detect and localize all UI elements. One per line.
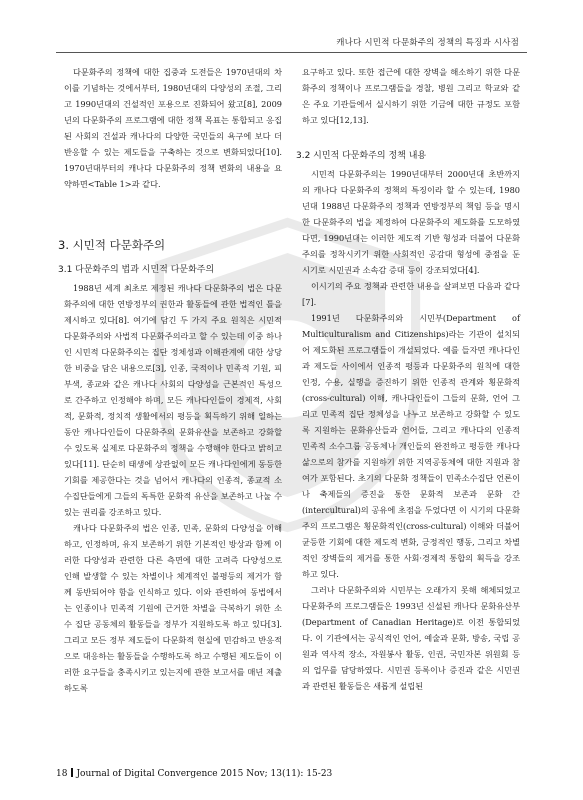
body-paragraph: 시민적 다문화주의는 1990년대부터 2000년대 초반까지의 캐나다 다문화주의 정책의 특징이라 할 수 있는데, 1980년대 1988년 다문화주의 정책과 연방정부의 책임 등을 명시한 다문화주의 법을 제정하여 다문화주의 제도화를 도모하였다면, 1990년대는 이러한 제도적 기반 형성과 더불어 다문화주의를 정착시키기 위한 사회적인 공감대 형성에 중점을 둔 시기로 시민권과 소속감 증대 등이 강조되었다[4]. [302,169,520,275]
page-footer [56,768,332,779]
body-paragraph: 요구하고 있다. 또한 접근에 대한 장벽을 해소하기 위한 다문화주의 정책이나 프로그램들을 경찰, 병원 그리고 학교와 같은 주요 기관들에서 실시하기 위한 기금에 대한 규정도 포함하고 있다[12,13]. [302,67,520,125]
body-paragraph: 그러나 다문화주의와 시민부는 오래가지 못해 해체되었고 다문화주의 프로그램들은 1993년 신설된 캐나다 문화유산부(Department of Canadian Heritage)로 이전 통합되었다. 이 기관에서는 공식적인 언어, 예술과 문화, 방송, 국립 공원과 역사적 장소, 자원봉사 활동, 인권, 국민자본 위원회 등의 업무를 담당하였다. 시민권 등록이나 증진과 같은 시민권과 관련된 활동들은 새롭게 설립된 [302,585,520,691]
right-column [296,64,520,694]
subsection-title: 3.2 시민적 다문화주의 정책 내용 [296,151,427,161]
left-column [58,64,282,696]
subsection-title: 3.1 다문화주의 법과 시민적 다문화주의 [58,265,215,275]
running-header: 캐나다 시민적 다문화주의 정책의 특징과 시사점 [336,38,519,48]
body-paragraph: 이시기의 주요 정책과 관련한 내용을 살펴보면 다음과 같다[7]. [302,281,520,307]
journal-citation: Journal of Digital Convergence 2015 Nov; 13(11): 15-23 [76,769,333,779]
section-title: 3. 시민적 다문화주의 [58,238,166,252]
footer-bar [71,768,73,777]
body-paragraph: 1988년 세계 최초로 제정된 캐나다 다문화주의 법은 다문화주의에 대한 연방정부의 권한과 활동들에 관한 법적인 틀을 제시하고 있다[8]. 여기에 담긴 두 가지 주요 원칙은 시민적 다문화주의와 사법적 다문화주의라고 할 수 있는데 이중 하나인 시민적 다문화주의는 집단 정체성과 이해관계에 대한 상당한 비중을 담은 내용으로[3], 인종, 국적이나 민족적 기원, 피부색, 종교와 같은 캐나다 사회의 다양성을 근본적인 특성으로 간주하고 인정해야 하며, 모든 캐나다인들이 경제적, 사회적, 문화적, 정치적 생활에서의 평등을 획득하기 위해 일하는 동안 캐나다인들이 다문화주의 문화유산을 보존하고 강화할 수 있도록 실제로 다문화주의 정책을 수행해야 한다고 밝히고 있다[11]. 단순히 태생에 상관없이 모든 캐나다인에게 동등한 기회를 제공한다는 것을 넘어서 캐나다의 인종적, 종교적 소수집단들에게 그들의 독특한 문화적 유산을 보존하고 나눌 수 있는 권리를 강조하고 있다. [64,283,282,517]
spacer [64,192,282,222]
body-paragraph: 캐나다 다문화주의 법은 인종, 민족, 문화의 다양성을 이해하고, 인정하며, 유지 보존하기 위한 기본적인 방상과 함께 이러한 다양성과 관련한 다른 측면에 대한 고려즉 다양성으로 인해 발생할 수 있는 차별이나 체계적인 불평등의 제거가 함께 동반되어야 함을 인식하고 있다. 이와 관련하여 동법에서는 인종이나 민족적 기원에 근거한 차별을 극복하기 위한 소수 집단 공동체의 활동들을 정부가 지원하도록 하고 있다[3]. 그리고 모든 정부 제도들이 다문화적 현실에 민감하고 반응적으로 대응하는 활동들을 수행하도록 하고 수행된 제도들이 이러한 요구들을 충족시키고 있는지에 관한 보고서를 매년 제출하도록 [64,523,282,693]
header-rule [56,52,527,53]
spacer [302,128,520,146]
body-paragraph: 1991년 다문화주의와 시민부(Department of Multiculturalism and Citizenships)라는 기관이 설치되어 제도화된 프로그램들이 개설되었다. 예를 들자면 캐나다인과 제도들 사이에서 인종적 평등과 다문화주의 원칙에 대한 인정, 수용, 실행을 증진하기 위한 인종적 관계와 횡문화적(cross-cultural) 이해, 캐나다인들이 그들의 문화, 언어 그리고 민족적 집단 정체성을 나누고 보존하고 강화할 수 있도록 지원하는 문화유산들과 언어들, 그리고 캐나다의 인종적 민족적 소수그룹 공동체나 개인들의 완전하고 평등한 캐나다 삶으로의 참가를 지원하기 위한 지역공동체에 대한 지원과 참여가 포함된다. 초기의 다문화 정책들이 민족소수집단 언론이나 축제들의 증진을 통한 문화적 보존과 문화 간(intercultural)의 공유에 초점을 두었다면 이 시기의 다문화주의 프로그램은 횡문화적인(cross-cultural) 이해와 더불어 균등한 기회에 대한 제도적 변화, 긍정적인 행동, 그리고 차별적인 장벽들의 제거를 통한 사회·경제적 통합의 획득을 강조하고 있다. [302,313,520,579]
intro-paragraph: 다문화주의 정책에 대한 집중과 도전들은 1970년대의 차이를 기념하는 것에서부터, 1980년대의 다양성의 조절, 그리고 1990년대의 건설적인 포용으로 진화되어 왔고[8], 2009년의 다문화주의 프로그램에 대한 정책 목표는 통합되고 응집된 사회의 건설과 캐나다의 다양한 국민들의 욕구에 보다 더 반응할 수 있는 제도들을 구축하는 것으로 변화되었다[10]. 1970년대부터의 캐나다 다문화주의 정책 변화의 내용을 요약하면<Table 1>과 같다. [64,67,282,189]
page-number: 18 [56,769,68,779]
